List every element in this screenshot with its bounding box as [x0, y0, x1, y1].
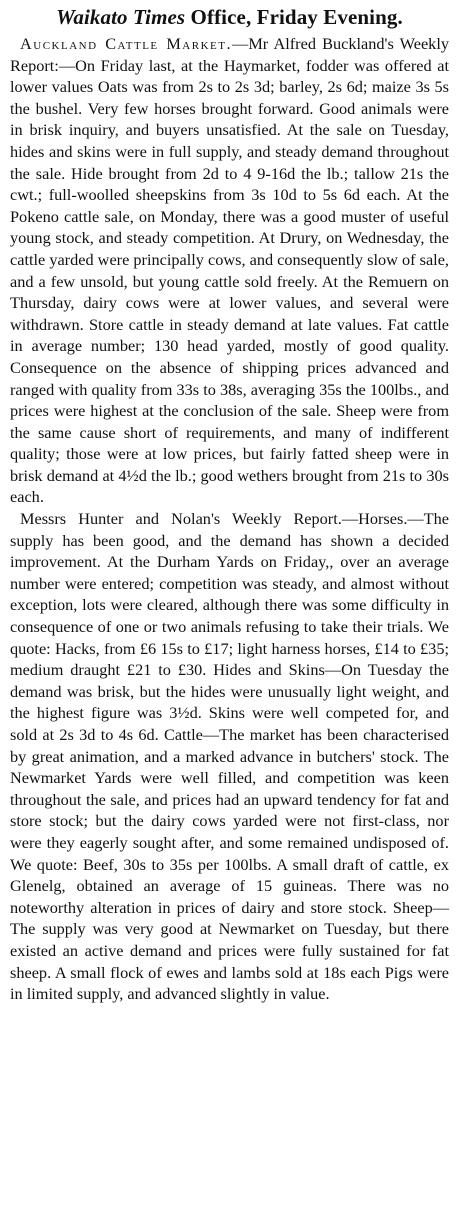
headline-newspaper-name: Waikato Times — [56, 5, 186, 29]
article-hunter-nolan-report — [10, 508, 449, 1005]
article-cattle-market — [10, 33, 449, 508]
article-cattle-market-body: —Mr Alfred Buckland's Weekly Report:—On Friday last, at the Haymarket, fodder was offered at lower values Oats was from 2s to 2s 3d; barley, 2s 6d; maize 3s 5s the bushel. Very few horses brought forward. Good animals were in brisk inquiry, and buyers unsatisfied. At the sale on Tuesday, hides and skins were in full supply, and steady demand throughout the sale. Hide brought from 2d to 4 9-16d the lb.; tallow 21s the cwt.; full-woolled sheepskins from 3s 10d to 5s 6d each. At the Pokeno cattle sale, on Monday, there was a good muster of useful young stock, and steady competition. At Drury, on Wednesday, the cattle yarded were principally cows, and consequently slow of sale, and a few unsold, but young cattle sold freely. At the Remuern on Thursday, dairy cows were at lower values, and several were withdrawn. Store cattle in steady demand at late values. Fat cattle in average number; 130 head yarded, mostly of good quality. Consequence on the absence of shipping prices advanced and ranged with quality from 33s to 38s, averaging 35s the 100lbs., and prices were highest at the conclusion of the sale. Sheep were from the same cause short of requirements, and many of indifferent quality; those were at low prices, but fairly fatted sheep were in brisk demand at 4½d the lb.; good wethers brought from 21s to 30s each. — [10, 34, 449, 507]
article-hunter-nolan-body: Messrs Hunter and Nolan's Weekly Report.—Horses.—The supply has been good, and the demand has shown a decided improvement. At the Durham Yards on Friday,, over an average number were entered; competition was steady, and almost without exception, lots were cleared, although there was some difficulty in consequence of one or two animals refusing to take their trials. We quote: Hacks, from £6 15s to £17; light harness horses, £14 to £35; medium draught £21 to £30. Hides and Skins—On Tuesday the demand was brisk, but the hides were unusually light weight, and the highest figure was 3½d. Skins were well competed for, and sold at 2s 3d to 4s 6d. Cattle—The market has been characterised by great animation, and a marked advance in butchers' stock. The Newmarket Yards were well filled, and competition was keen throughout the sale, and prices had an upward tendency for fat and store stock; but the dairy cows yarded were not first-class, nor were they eagerly sought after, and some remained undisposed of. We quote: Beef, 30s to 35s per 100lbs. A small draft of cattle, ex Glenelg, obtained an average of 15 guineas. There was no noteworthy alteration in prices of dairy and store stock. Sheep—The supply was very good at Newmarket on Tuesday, but there existed an active demand and prices were fully sustained for fat sheep. A small flock of ewes and lambs sold at 18s each Pigs were in limited supply, and advanced slightly in value. — [10, 509, 449, 1004]
headline — [10, 4, 449, 30]
article-cattle-market-lead: Auckland Cattle Market. — [20, 34, 233, 53]
headline-office-time: Office, Friday Evening. — [185, 5, 403, 29]
